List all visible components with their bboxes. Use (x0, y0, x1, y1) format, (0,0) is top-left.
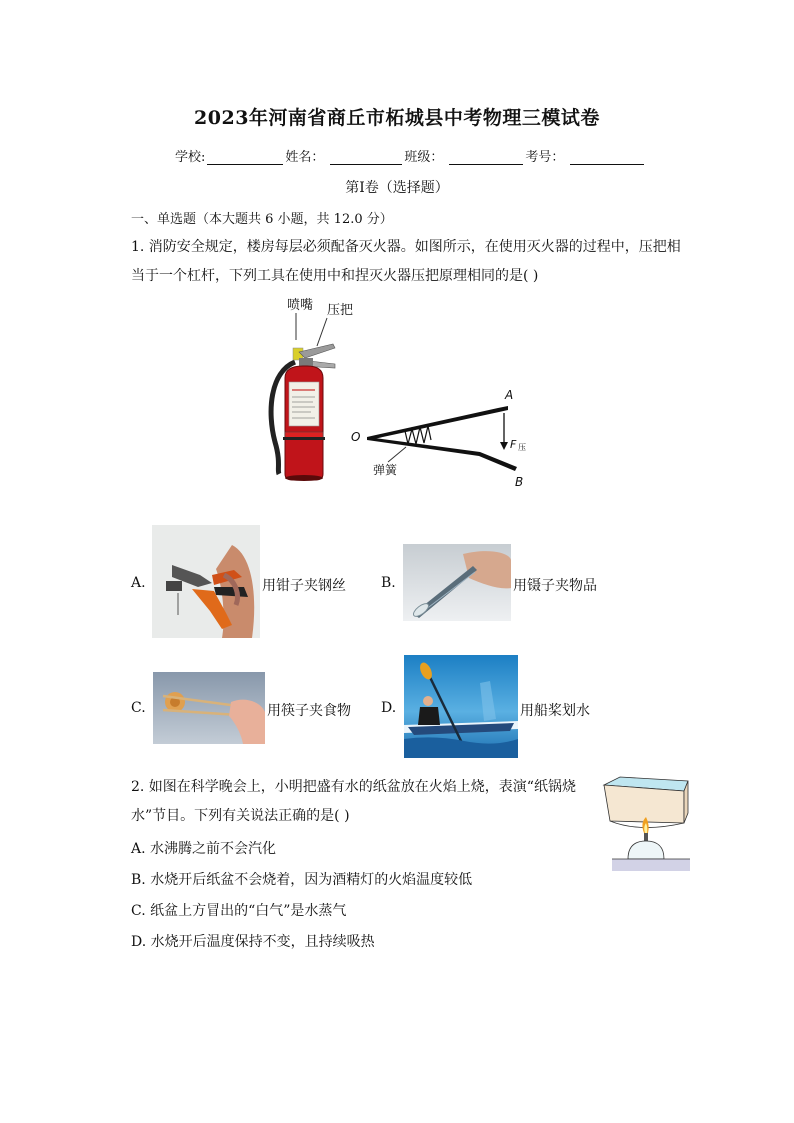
question-2-option-d[interactable]: D. 水烧开后温度保持不变，且持续吸热 (131, 934, 375, 950)
option-b-text[interactable]: 用镊子夹物品 (513, 578, 597, 594)
label-A: A (505, 388, 514, 402)
option-a-letter[interactable]: A. (131, 575, 146, 591)
question-2-line-1: 2. 如图在科学晚会上，小明把盛有水的纸盆放在火焰上烧，表演“纸锅烧 (131, 779, 576, 795)
option-c-text[interactable]: 用筷子夹食物 (267, 703, 351, 719)
question-2-option-a[interactable]: A. 水沸腾之前不会汽化 (131, 841, 277, 857)
label-O: O (351, 430, 361, 444)
option-a-text[interactable]: 用钳子夹钢丝 (262, 578, 346, 594)
pliers-image (152, 525, 260, 638)
label-handle: 压把 (327, 303, 354, 318)
paddling-image (404, 655, 518, 758)
school-blank[interactable] (207, 150, 283, 165)
label-nozzle: 喷嘴 (287, 298, 314, 313)
student-info-row (175, 146, 646, 165)
option-b-letter[interactable]: B. (381, 575, 396, 591)
question-2-option-c[interactable]: C. 纸盆上方冒出的“白气”是水蒸气 (131, 903, 347, 919)
question-1-line-1: 1. 消防安全规定，楼房每层必须配备灭火器。如图所示，在使用灭火器的过程中，压把相 (131, 239, 681, 255)
option-d-text[interactable]: 用船桨划水 (520, 703, 590, 719)
question-1-line-2: 当于一个杠杆，下列工具在使用中和捏灭火器压把原理相同的是( ) (131, 268, 539, 284)
exam-number-blank[interactable] (570, 150, 644, 165)
exam-title: 2023年河南省商丘市柘城县中考物理三模试卷 (194, 107, 600, 129)
info-label-exam-number: 考号： (525, 150, 565, 165)
option-d-letter[interactable]: D. (381, 700, 397, 716)
chopsticks-image (153, 672, 265, 744)
paper-pot-figure (600, 775, 692, 873)
class-blank[interactable] (449, 150, 523, 165)
info-label-school: 学校: (175, 150, 206, 165)
name-blank[interactable] (330, 150, 402, 165)
label-B: B (515, 475, 524, 489)
question-2-line-2: 水”节目。下列有关说法正确的是( ) (131, 808, 350, 824)
option-c-letter[interactable]: C. (131, 700, 146, 716)
tweezers-image (403, 544, 511, 621)
part-title: 第Ⅰ卷（选择题） (345, 180, 449, 196)
info-label-name: 姓名： (285, 150, 325, 165)
label-force-subscript: 压 (518, 443, 526, 452)
info-label-class: 班级： (404, 150, 444, 165)
extinguisher-figure (255, 292, 545, 492)
section-title: 一、单选题（本大题共 6 小题，共 12.0 分） (131, 212, 393, 227)
label-spring: 弹簧 (373, 463, 398, 477)
question-2-option-b[interactable]: B. 水烧开后纸盆不会烧着，因为酒精灯的火焰温度较低 (131, 872, 473, 888)
label-force: F (510, 438, 517, 451)
